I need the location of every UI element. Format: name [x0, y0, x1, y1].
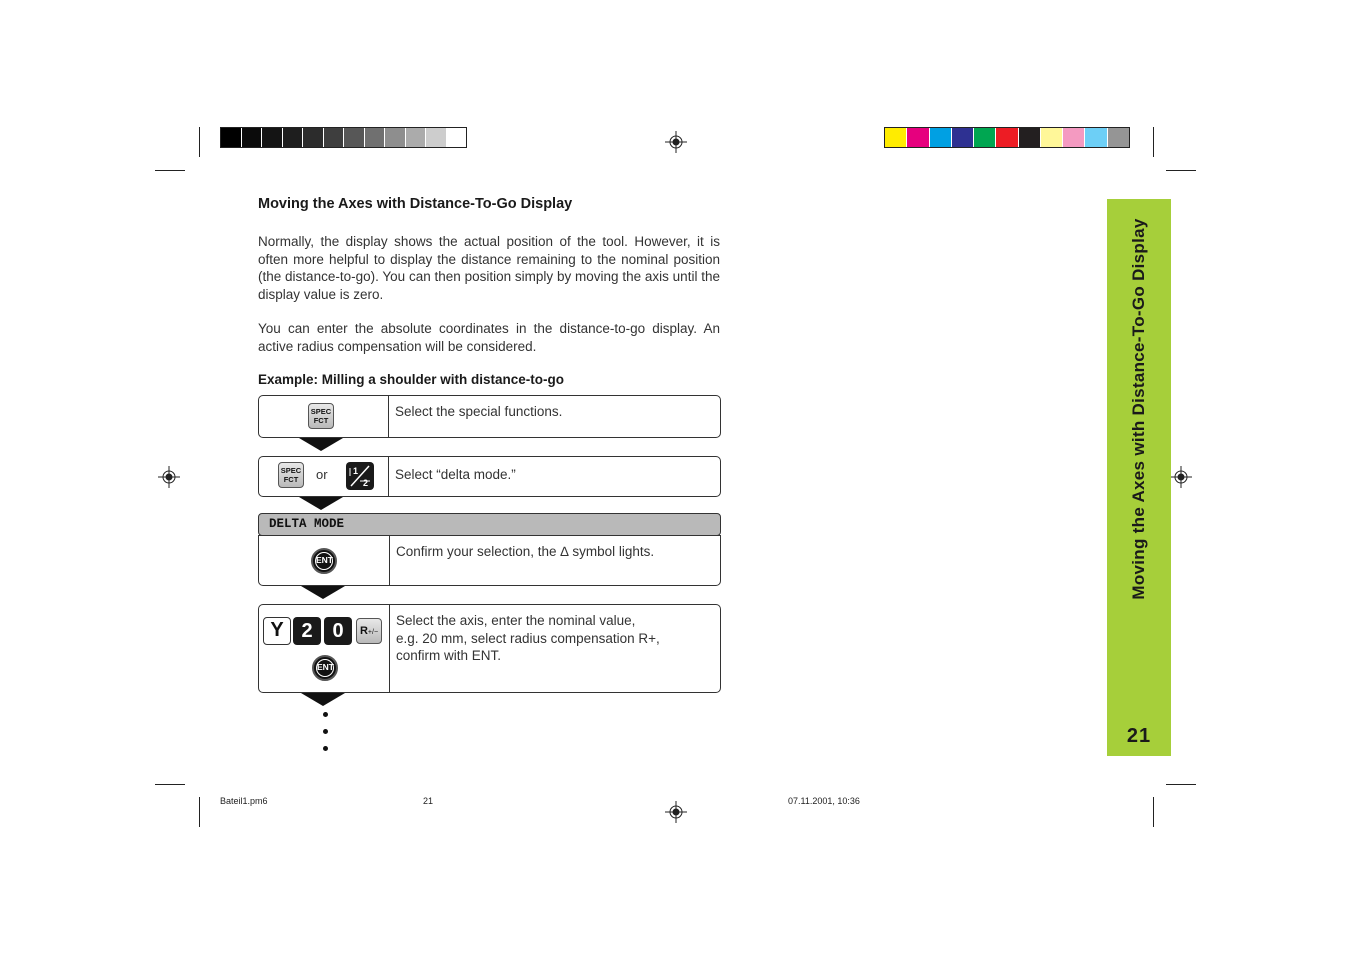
color-swatch	[885, 128, 907, 147]
digit-2-key-icon	[293, 617, 321, 645]
radius-compensation-key-icon	[356, 618, 382, 644]
color-swatch	[907, 128, 929, 147]
continuation-dot	[323, 712, 328, 717]
step-text: Confirm your selection, the ∆ symbol lights.	[396, 544, 655, 559]
intro-paragraph: Normally, the display shows the actual position of the tool. However, it is often more helpful to display the distance remaining to the nominal position (the distance-to-go). You can then position simply by moving the axis until the display value is zero.	[258, 234, 720, 302]
step-enter-nominal-value	[258, 604, 721, 693]
key-label: FCT	[313, 416, 329, 425]
color-swatch	[406, 128, 427, 147]
color-swatch	[1019, 128, 1041, 147]
registration-mark-icon	[158, 466, 180, 488]
step-text: Select “delta mode.”	[395, 467, 516, 482]
color-swatch	[930, 128, 952, 147]
step-text: Select the special functions.	[395, 404, 563, 419]
arrow-down-icon	[301, 693, 345, 706]
footer-datetime: 07.11.2001, 10:36	[788, 796, 860, 806]
registration-mark-icon	[1170, 466, 1192, 488]
crop-mark	[155, 784, 185, 785]
step-select-delta-mode	[258, 456, 721, 497]
side-tab-title: Moving the Axes with Distance-To-Go Display	[1129, 218, 1148, 600]
digit-0-key-icon	[324, 617, 352, 645]
svg-text:1: 1	[353, 466, 359, 476]
key-label: Y	[270, 619, 284, 641]
example-title: Example: Milling a shoulder with distance-to-go	[258, 372, 565, 387]
key-label: SPEC	[310, 407, 332, 416]
color-swatch	[426, 128, 447, 147]
key-label: 2	[301, 620, 313, 642]
color-swatch	[974, 128, 996, 147]
step-divider	[388, 457, 389, 496]
chapter-side-tab	[1107, 199, 1171, 756]
crop-mark	[199, 797, 200, 827]
delta-mode-key-icon	[346, 462, 374, 490]
crop-mark	[1153, 797, 1154, 827]
key-label: 0	[332, 620, 344, 642]
key-label: FCT	[283, 475, 299, 484]
color-swatch	[262, 128, 283, 147]
key-label: ENT	[315, 552, 333, 570]
color-swatch	[385, 128, 406, 147]
color-swatch	[344, 128, 365, 147]
color-swatch	[952, 128, 974, 147]
step-select-special-functions	[258, 395, 721, 438]
color-swatch	[303, 128, 324, 147]
svg-text:2: 2	[363, 478, 369, 488]
key-label: R	[359, 625, 368, 637]
arrow-down-icon	[299, 438, 343, 451]
registration-mark-icon	[665, 801, 687, 823]
spec-fct-key-icon	[278, 462, 304, 488]
step-divider	[389, 536, 390, 585]
color-swatch	[447, 128, 467, 147]
step-text-line: e.g. 20 mm, select radius compensation R+,	[396, 630, 660, 646]
ent-key-icon	[312, 655, 338, 681]
lcd-display	[258, 513, 721, 536]
continuation-dot	[323, 729, 328, 734]
arrow-down-icon	[299, 497, 343, 510]
step-divider	[388, 396, 389, 437]
continuation-dot	[323, 746, 328, 751]
or-label: or	[316, 467, 328, 482]
color-swatch	[365, 128, 386, 147]
display-text: DELTA MODE	[269, 517, 345, 531]
arrow-down-icon	[301, 586, 345, 599]
crop-mark	[1153, 127, 1154, 157]
color-swatch	[996, 128, 1018, 147]
page-number: 21	[1126, 725, 1152, 747]
color-swatch	[1041, 128, 1063, 147]
crop-mark	[1166, 784, 1196, 785]
registration-mark-icon	[665, 131, 687, 153]
crop-mark	[155, 170, 185, 171]
crop-mark	[199, 127, 200, 157]
step-text-line: Select the axis, enter the nominal value,	[396, 613, 636, 628]
step-divider	[389, 605, 390, 692]
color-swatch	[1085, 128, 1107, 147]
color-swatch	[1063, 128, 1085, 147]
color-swatch	[283, 128, 304, 147]
ent-key-icon	[311, 548, 337, 574]
color-swatch	[1108, 128, 1129, 147]
spec-fct-key-icon	[308, 403, 334, 429]
y-axis-key-icon	[263, 617, 291, 645]
step-text-line: confirm with ENT.	[396, 648, 502, 663]
color-calibration-bar	[884, 127, 1130, 148]
step-text	[396, 612, 710, 665]
grayscale-calibration-bar	[220, 127, 467, 148]
key-label: SPEC	[280, 466, 302, 475]
color-swatch	[242, 128, 263, 147]
step-confirm-selection	[258, 535, 721, 586]
footer-page: 21	[423, 796, 434, 806]
key-label: ENT	[316, 659, 334, 677]
color-swatch	[324, 128, 345, 147]
crop-mark	[1166, 170, 1196, 171]
key-label: +/−	[367, 629, 379, 636]
section-title: Moving the Axes with Distance-To-Go Display	[258, 196, 573, 212]
footer-filename: Bateil1.pm6	[220, 796, 268, 806]
info-paragraph: You can enter the absolute coordinates in the distance-to-go display. An active radius compensation will be considered.	[258, 321, 720, 354]
color-swatch	[221, 128, 242, 147]
